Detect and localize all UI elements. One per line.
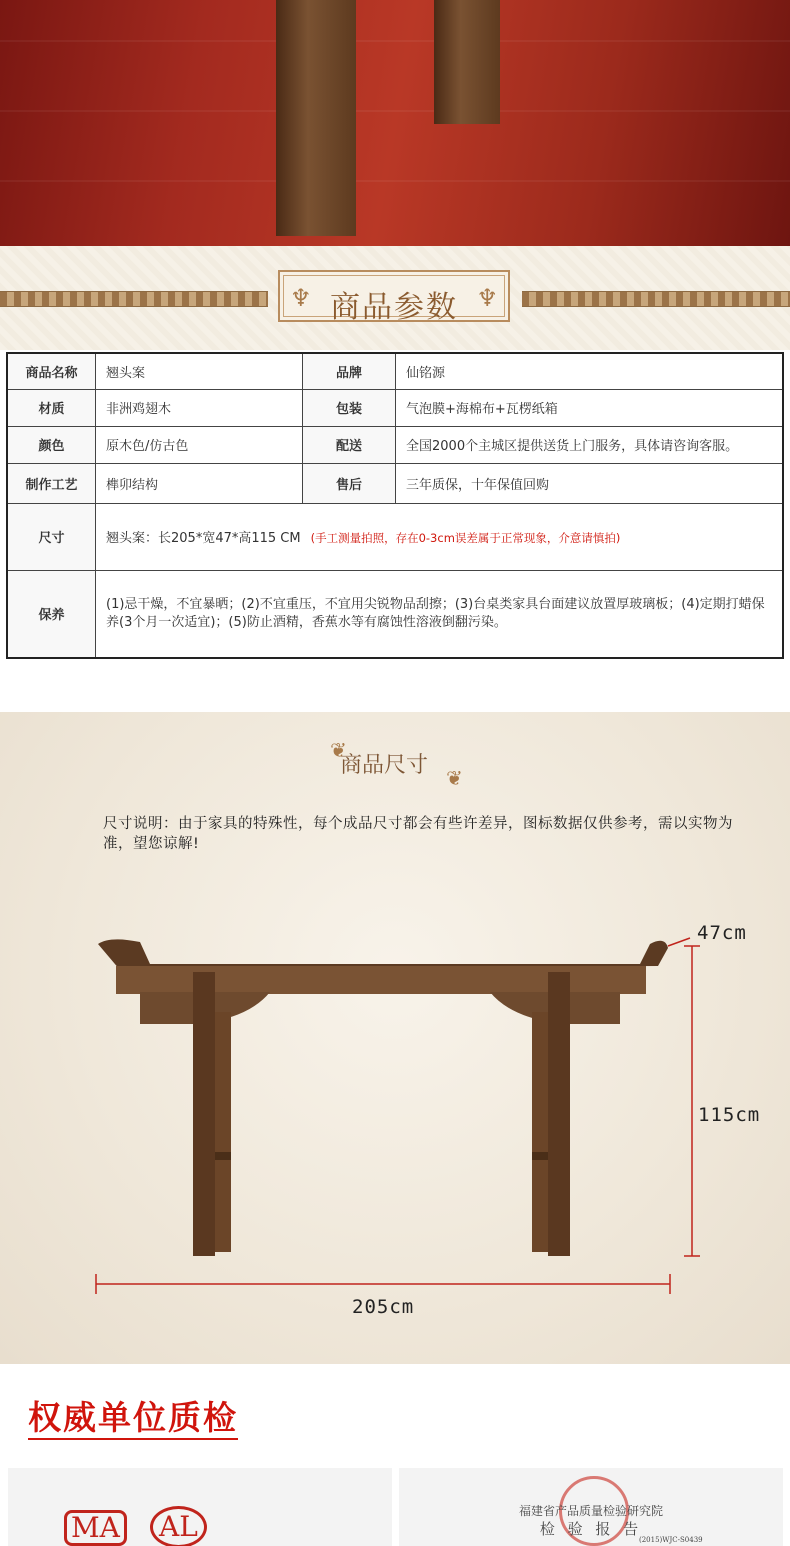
param-key: 售后	[303, 463, 396, 503]
scroll-ornament-icon: ❦	[446, 766, 463, 790]
depth-label: 47cm	[697, 922, 747, 944]
certification-card	[8, 1468, 392, 1546]
report-number: (2015)WJC-S0439	[639, 1536, 703, 1544]
param-key: 保养	[7, 570, 96, 658]
param-key: 配送	[303, 426, 396, 463]
params-header	[0, 246, 790, 350]
leg-left-back	[215, 1012, 231, 1252]
leg-stretcher-left	[215, 1152, 231, 1160]
table-leg-left	[276, 0, 356, 236]
param-key: 商品名称	[7, 353, 96, 389]
length-label: 205cm	[352, 1296, 415, 1318]
height-label: 115cm	[698, 1104, 761, 1126]
depth-dimension-line	[668, 938, 690, 946]
param-key: 制作工艺	[7, 463, 96, 503]
param-key: 品牌	[303, 353, 396, 389]
quality-title: 权威单位质检	[28, 1398, 238, 1440]
param-value: 气泡膜+海棉布+瓦楞纸箱	[396, 389, 784, 426]
phoenix-ornament-left-icon: ♆	[290, 284, 312, 312]
report-title: 检 验 报 告	[539, 1520, 643, 1538]
params-title: 商品参数	[330, 290, 458, 325]
scroll-ornament-icon: ❦	[330, 738, 347, 762]
table-top	[98, 939, 668, 970]
size-section	[0, 712, 790, 1364]
param-key: 尺寸	[7, 503, 96, 570]
table-row	[7, 389, 783, 426]
size-note-text: 尺寸说明：由于家具的特殊性，每个成品尺寸都会有些许差异，图标数据仅供参考，需以实物为准，望您谅解!	[103, 816, 733, 852]
param-value: 非洲鸡翅木	[96, 389, 303, 426]
leg-right-front	[548, 972, 570, 1256]
param-value: 榫卯结构	[96, 463, 303, 503]
size-title: 商品尺寸	[340, 753, 429, 778]
size-note: (手工测量拍照，存在0-3cm误差属于正常现象，介意请慎拍)	[310, 531, 621, 545]
table-row	[7, 463, 783, 503]
phoenix-ornament-right-icon: ♆	[476, 284, 498, 312]
table-leg-right	[434, 0, 500, 124]
param-key: 颜色	[7, 426, 96, 463]
fret-border-left	[0, 291, 268, 307]
param-value: 翘头案	[96, 353, 303, 389]
param-value: 全国2000个主城区提供送货上门服务，具体请咨询客服。	[396, 426, 784, 463]
table-row	[7, 503, 783, 570]
params-table	[6, 352, 784, 659]
size-value: 翘头案：长205*宽47*高115 CM	[106, 531, 301, 546]
param-value	[96, 503, 784, 570]
leg-left-front	[193, 972, 215, 1256]
table-row	[7, 426, 783, 463]
report-org: 福建省产品质量检验研究院	[518, 1504, 663, 1518]
product-photo-top	[0, 0, 790, 246]
param-value: 三年质保，十年保值回购	[396, 463, 784, 503]
cma-stamp-icon: MA	[64, 1510, 127, 1546]
param-key: 包装	[303, 389, 396, 426]
table-dimension-drawing	[0, 712, 790, 1364]
param-value: 原木色/仿古色	[96, 426, 303, 463]
params-title-frame	[278, 270, 510, 325]
cal-stamp-icon: AL	[150, 1506, 207, 1546]
leg-stretcher-right	[532, 1152, 548, 1160]
table-row	[7, 570, 783, 658]
param-value: 仙铭源	[396, 353, 784, 389]
fret-border-right	[522, 291, 790, 307]
table-row	[7, 353, 783, 389]
param-key: 材质	[7, 389, 96, 426]
leg-right-back	[532, 1012, 548, 1252]
care-value: (1)忌干燥，不宜暴晒；(2)不宜重压，不宜用尖锐物品刮擦；(3)台桌类家具台面建议放置厚玻璃板；(4)定期打蜡保养(3个月一次适宜)；(5)防止酒精，香蕉水等有腐蚀性溶液倒翻污染。	[96, 570, 784, 658]
inspection-report-card	[399, 1468, 783, 1546]
